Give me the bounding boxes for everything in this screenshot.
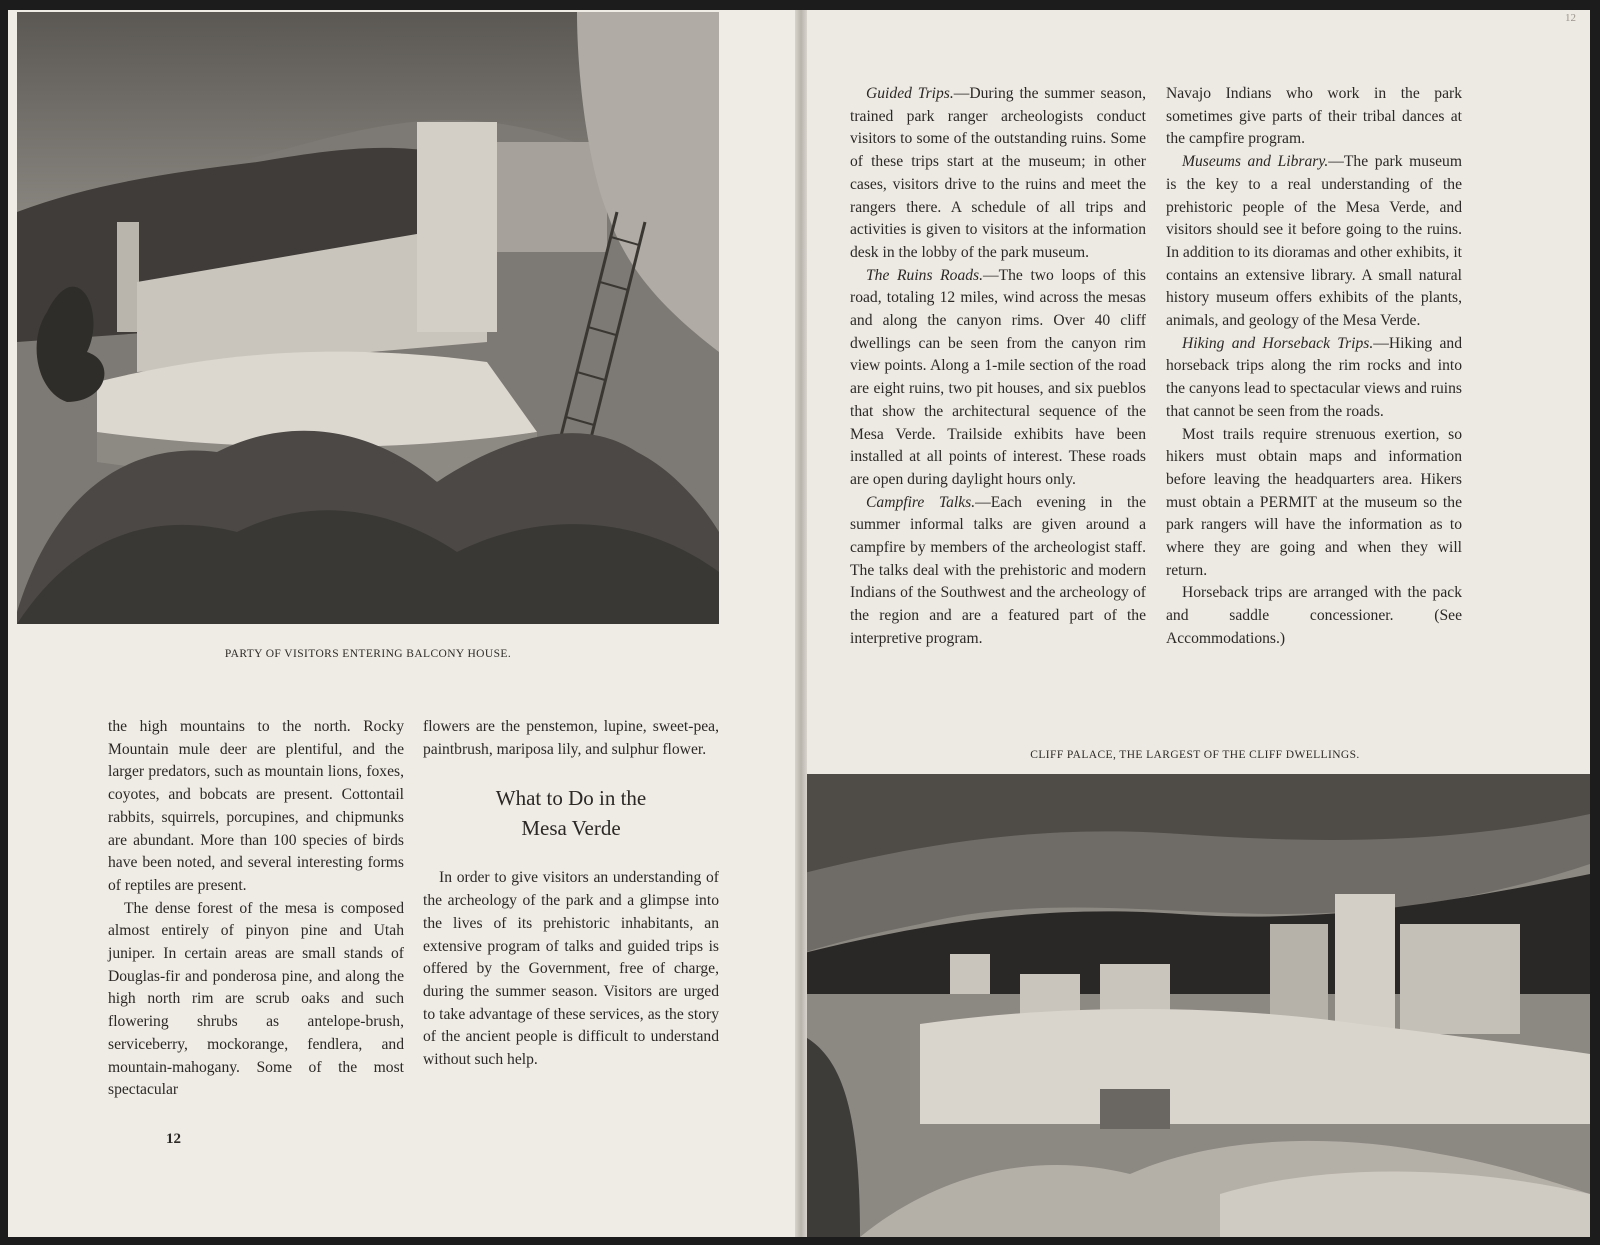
guided-trips-text: —During the summer season, trained park ranger archeologists conduct visitors to some of the outstanding ruins. Some of these trips start at the museum; in other cases, visitors drive to the ruins and meet the rangers there. A schedule of all trips and activities is given to visitors at the information desk in the lobby of the park museum. — [850, 85, 1146, 261]
right-column-2 — [1166, 83, 1462, 651]
paragraph-flowers: flowers are the penstemon, lupine, sweet-pea, paintbrush, mariposa lily, and sulphur flower. — [423, 718, 719, 758]
paragraph-program: In order to give visitors an understanding of the archeology of the park and a glimpse into the lives of its prehistoric inhabitants, an extensive program of talks and guided trips is offered by the Government, free of charge, during the summer season. Visitors are urged to take advantage of these services, as the story of the ancient people is difficult to understand without such help. — [423, 869, 719, 1069]
balcony-house-illustration — [17, 12, 719, 624]
section-heading-line1: What to Do in the — [495, 786, 647, 811]
paragraph-hiking — [1166, 333, 1462, 424]
hiking-lead: Hiking and Horseback Trips. — [1182, 334, 1374, 352]
balcony-house-photo — [17, 12, 719, 624]
balcony-house-caption: PARTY OF VISITORS ENTERING BALCONY HOUSE. — [224, 648, 512, 660]
paragraph-museums — [1166, 151, 1462, 333]
paragraph-horseback: Horseback trips are arranged with the pack and saddle concessioner. (See Accommodations.) — [1166, 584, 1462, 647]
section-heading-line2: Mesa Verde — [521, 816, 621, 841]
left-page — [8, 10, 798, 1237]
right-page — [800, 10, 1590, 1237]
paragraph-forest: The dense forest of the mesa is composed almost entirely of pinyon pine and Utah juniper. In certain areas are small stands of Douglas-fir and ponderosa pine, and along the high north rim are scrub oaks and such flowering shrubs as antelope-brush, serviceberry, mockorange, fendlera, and mountain-mahogany. Some of the most spectacular — [108, 899, 404, 1099]
cliff-palace-caption: CLIFF PALACE, THE LARGEST OF THE CLIFF DWELLINGS. — [1030, 749, 1360, 761]
museums-lead: Museums and Library. — [1182, 153, 1329, 171]
book-gutter — [795, 10, 807, 1237]
museums-text: —The park museum is the key to a real understanding of the prehistoric people of the Mesa Verde, and visitors should see it before going to the ruins. In addition to its dioramas and other exhibits, it contains an extensive library. A small natural history museum offers exhibits of the plants, animals, and geology of the Mesa Verde. — [1166, 153, 1462, 330]
corner-mark: 12 — [1565, 12, 1576, 24]
ruins-roads-text: —The two loops of this road, totaling 12 miles, wind across the mesas and along the canyon rims. Over 40 cliff dwellings can be seen from the canyon rim view points. Along a 1-mile section of the road are eight ruins, two pit houses, and six pueblos that show the architectural sequence of the Mesa Verde. Trailside exhibits have been installed at all points of interest. These roads are open during daylight hours only. — [850, 266, 1146, 488]
ruins-roads-lead: The Ruins Roads. — [866, 266, 984, 284]
paragraph-wildlife: the high mountains to the north. Rocky Mountain mule deer are plentiful, and the larger predators, such as mountain lions, foxes, coyotes, and bobcats are present. Cottontail rabbits, squirrels, porcupines, and chipmunks are abundant. More than 100 species of birds have been noted, and several interesting forms of reptiles are present. — [108, 718, 404, 894]
campfire-talks-lead: Campfire Talks. — [866, 493, 976, 511]
campfire-talks-text: —Each evening in the summer informal talks are given around a campfire by members of the archeologist staff. The talks deal with the prehistoric and modern Indians of the Southwest and the archeology of the region and are a featured part of the interpretive program. — [850, 493, 1146, 647]
left-column-2 — [423, 716, 719, 1072]
paragraph-guided-trips — [850, 83, 1146, 265]
paragraph-navajo: Navajo Indians who work in the park sometimes give parts of their tribal dances at the campfire program. — [1166, 85, 1462, 148]
cliff-palace-photo — [800, 774, 1590, 1237]
right-column-1 — [850, 83, 1146, 651]
left-column-1 — [108, 716, 404, 1102]
guided-trips-lead: Guided Trips. — [866, 85, 954, 102]
section-heading — [423, 783, 719, 843]
paragraph-ruins-roads — [850, 265, 1146, 492]
paragraph-trails: Most trails require strenuous exertion, so hikers must obtain maps and information before leaving the headquarters area. Hikers must obtain a PERMIT at the museum so the park rangers will have the information as to where they are going and when they will return. — [1166, 425, 1462, 579]
cliff-palace-illustration — [800, 774, 1590, 1237]
page-number: 12 — [166, 1131, 181, 1147]
hiking-text: —Hiking and horseback trips along the rim rocks and into the canyons lead to spectacular views and ruins that cannot be seen from the roads. — [1166, 334, 1462, 420]
paragraph-campfire-talks — [850, 492, 1146, 651]
